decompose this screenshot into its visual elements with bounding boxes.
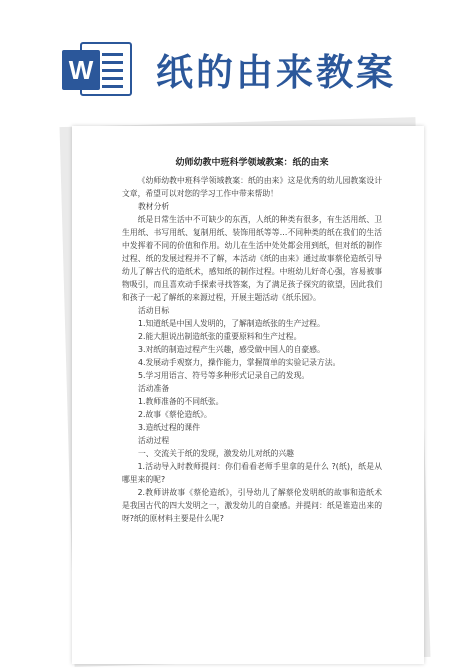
analysis-title: 教材分析 <box>138 202 170 211</box>
goal-item: 5.学习用语言、符号等多种形式记录自己的发现。 <box>138 371 310 380</box>
prep-item: 1.教师准备的不同纸张。 <box>138 397 224 406</box>
intro-paragraph: 《幼师幼教中班科学领域教案：纸的由来》这是优秀的幼儿园教案设计文章，希望可以对您的学习工作中带来帮助！ <box>122 176 382 198</box>
word-badge: W <box>62 50 100 90</box>
goal-item: 3.对纸的制造过程产生兴趣，感受做中国人的自豪感。 <box>138 345 325 354</box>
process-paragraph: 1.活动导入时教师提问：你们看看老师手里拿的是什么 ?(纸)，纸是从哪里来的呢? <box>122 462 382 484</box>
process-paragraph: 2.教师讲故事《蔡伦造纸》，引导幼儿了解蔡伦发明纸的故事和造纸术是我国古代的四大发明之一，激发幼儿的自豪感。并提问：纸是谁造出来的呀?纸的原材料主要是什么呢? <box>122 488 382 523</box>
doc-heading: 幼师幼教中班科学领域教案：纸的由来 <box>175 158 329 168</box>
page-header <box>0 0 474 115</box>
analysis-paragraph: 纸是日常生活中不可缺少的东西，人纸的种类有很多，有生活用纸、卫生用纸、书写用纸、复制用纸、装饰用纸等等…不同种类的纸在我们的生活中发挥着不同的价值和作用。幼儿在生活中处处都会用到纸，但对纸的制作过程、纸的发展过程并不了解，本活动《纸的由来》通过故事蔡伦造纸引导幼儿了解古代的造纸术，感知纸的制作过程。中班幼儿好奇心强，容易被事物吸引，而且喜欢动手探索寻找答案，为了满足孩子探究的欲望，因此我们和孩子一起了解纸的来源过程，开展主题活动《纸乐园》。 <box>122 215 382 302</box>
word-doc-icon <box>62 40 132 98</box>
goal-item: 1.知道纸是中国人发明的，了解制造纸张的生产过程。 <box>138 319 325 328</box>
prep-title: 活动准备 <box>138 384 170 393</box>
goal-item: 2.能大胆说出制造纸张的重要原料和生产过程。 <box>138 332 302 341</box>
document-body <box>122 155 382 525</box>
process-step: 一、交流关于纸的发现，激发幼儿对纸的兴趣 <box>138 449 294 458</box>
process-title: 活动过程 <box>138 436 170 445</box>
goal-item: 4.发展动手观察力，操作能力，掌握简单的实验记录方法。 <box>138 358 341 367</box>
prep-item: 3.造纸过程的课件 <box>138 423 201 432</box>
document-title: 纸的由来教案 <box>156 51 396 94</box>
prep-item: 2.故事《蔡伦造纸》。 <box>138 410 212 419</box>
goals-title: 活动目标 <box>138 306 170 315</box>
